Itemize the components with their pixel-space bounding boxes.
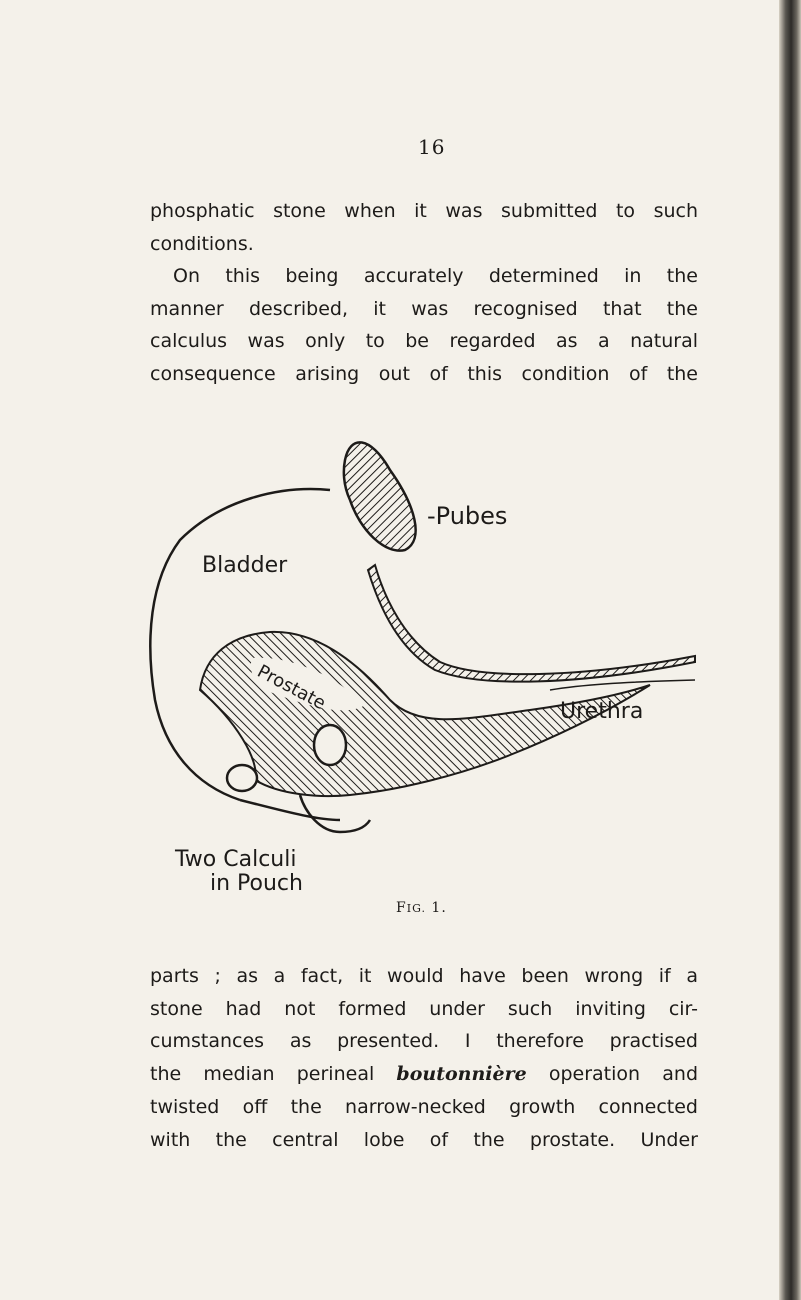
pubes-bone xyxy=(344,442,416,550)
text-line: phosphatic stone when it was submitted to such xyxy=(150,200,698,222)
paragraph-top xyxy=(150,195,698,260)
text-line: On this being accurately determined in the xyxy=(173,265,698,287)
text-line: parts ; as a fact, it would have been wrong if a xyxy=(150,965,698,987)
text-line: manner described, it was recognised that the xyxy=(150,297,698,320)
text-run: the median perineal xyxy=(150,1063,397,1086)
caption-prefix: F xyxy=(396,900,407,916)
caption-smallcaps: IG. xyxy=(406,902,426,915)
text-run: operation and xyxy=(526,1063,698,1086)
anatomical-figure xyxy=(140,400,720,900)
calculus-stone-1 xyxy=(227,765,257,791)
label-urethra: Urethra xyxy=(560,699,644,724)
text-line: cumstances as presented. I therefore practised xyxy=(150,1030,698,1053)
bladder-base xyxy=(240,800,340,820)
page-binding-edge xyxy=(779,0,801,1300)
page-number: 16 xyxy=(418,135,446,159)
text-line xyxy=(150,1058,698,1091)
paragraph-bottom xyxy=(150,960,698,1156)
text-line: with the central lobe of the prostate. Under xyxy=(150,1128,698,1151)
text-line: conditions. xyxy=(150,232,254,255)
text-line: calculus was only to be regarded as a natural xyxy=(150,330,698,353)
figure-drawing xyxy=(140,400,720,900)
label-calculi-line1: Two Calculi xyxy=(175,847,297,872)
label-bladder: Bladder xyxy=(202,553,288,578)
upper-wall xyxy=(368,565,695,682)
label-calculi-line2: in Pouch xyxy=(210,871,303,896)
figure-caption xyxy=(396,900,447,916)
label-prostate: Prostate xyxy=(253,660,329,715)
calculus-stone-2 xyxy=(314,725,346,765)
urethra-line xyxy=(550,680,695,690)
text-line: consequence arising out of this condition of the xyxy=(150,363,698,386)
label-pubes: -Pubes xyxy=(427,502,508,530)
paragraph-second xyxy=(150,260,698,391)
text-line: stone had not formed under such inviting cir- xyxy=(150,997,698,1020)
text-line: twisted off the narrow-necked growth connected xyxy=(150,1095,698,1118)
pouch xyxy=(300,795,370,832)
italic-term: boutonnière xyxy=(396,1063,527,1086)
caption-number: 1. xyxy=(431,900,447,916)
